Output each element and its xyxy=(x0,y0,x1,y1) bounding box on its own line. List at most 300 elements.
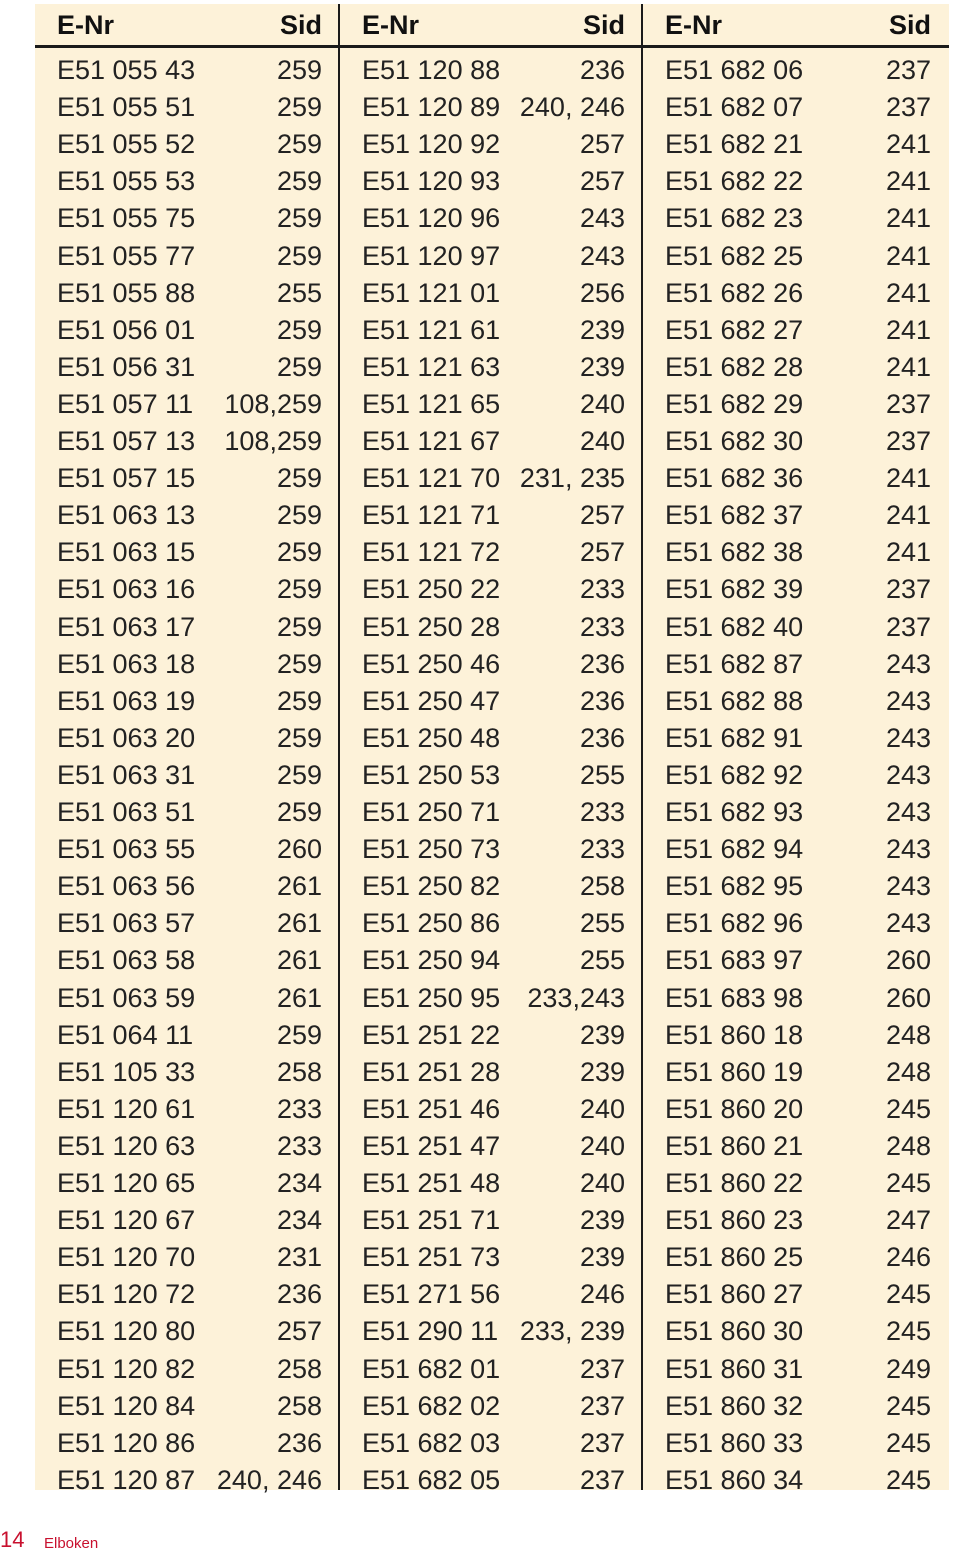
index-row xyxy=(35,720,340,757)
page-ref: 241 xyxy=(885,463,931,494)
e-number: E51 682 05 xyxy=(362,1464,501,1495)
e-number: E51 055 75 xyxy=(57,203,196,234)
index-row xyxy=(340,757,643,794)
page-ref: 243 xyxy=(885,648,931,679)
index-row xyxy=(340,831,643,868)
e-number: E51 290 11 xyxy=(362,1316,499,1347)
page-ref: 258 xyxy=(276,1353,322,1384)
index-row xyxy=(35,349,340,386)
e-number: E51 860 19 xyxy=(665,1056,804,1087)
page-ref: 245 xyxy=(885,1316,931,1347)
page-ref: 255 xyxy=(579,945,625,976)
page-ref: 259 xyxy=(276,537,322,568)
e-number: E51 250 94 xyxy=(362,945,501,976)
index-row xyxy=(35,460,340,497)
page-ref: 234 xyxy=(276,1205,322,1236)
index-row xyxy=(35,89,340,126)
e-number: E51 055 53 xyxy=(57,166,196,197)
index-row xyxy=(340,942,643,979)
index-row xyxy=(340,1165,643,1202)
e-number: E51 251 28 xyxy=(362,1056,501,1087)
page-ref: 255 xyxy=(579,759,625,790)
page-ref: 236 xyxy=(579,648,625,679)
e-number: E51 682 01 xyxy=(362,1353,501,1384)
e-number: E51 055 43 xyxy=(57,55,196,85)
index-row xyxy=(35,571,340,608)
index-row xyxy=(35,1351,340,1388)
e-number: E51 120 67 xyxy=(57,1205,196,1236)
e-number: E51 121 67 xyxy=(362,426,501,456)
e-number: E51 120 86 xyxy=(57,1427,196,1458)
e-number: E51 063 16 xyxy=(57,574,196,605)
e-number: E51 682 30 xyxy=(665,426,804,456)
index-row xyxy=(35,868,340,905)
e-number: E51 251 48 xyxy=(362,1168,501,1198)
page-ref: 243 xyxy=(885,797,931,827)
e-number: E51 682 88 xyxy=(665,685,804,716)
e-number: E51 121 71 xyxy=(362,500,501,531)
index-row xyxy=(643,163,949,200)
index-row xyxy=(643,534,949,571)
index-row xyxy=(35,942,340,979)
index-row xyxy=(643,683,949,720)
index-row xyxy=(35,757,340,794)
index-row xyxy=(340,238,643,275)
page-ref: 257 xyxy=(579,166,625,197)
index-row xyxy=(340,126,643,163)
index-row xyxy=(35,497,340,534)
e-number: E51 250 46 xyxy=(362,648,501,679)
index-row xyxy=(643,1128,949,1165)
column-header xyxy=(643,4,949,48)
page-ref: 234 xyxy=(276,1168,322,1198)
index-row xyxy=(340,609,643,646)
page-ref: 231, 235 xyxy=(519,463,625,494)
index-row xyxy=(35,1017,340,1054)
e-number: E51 063 15 xyxy=(57,537,196,568)
index-row xyxy=(643,497,949,534)
index-row xyxy=(643,1054,949,1091)
page-ref: 257 xyxy=(579,500,625,531)
page-ref: 243 xyxy=(885,871,931,902)
index-row xyxy=(340,386,643,423)
page-ref: 259 xyxy=(276,92,322,123)
page-ref: 259 xyxy=(276,463,322,494)
e-number: E51 121 61 xyxy=(362,314,501,345)
e-number: E51 860 34 xyxy=(665,1464,804,1495)
index-row xyxy=(35,905,340,942)
page-ref: 259 xyxy=(276,166,322,197)
page-ref: 247 xyxy=(885,1205,931,1236)
index-row xyxy=(340,163,643,200)
index-row xyxy=(643,831,949,868)
column-header xyxy=(340,4,643,48)
index-row xyxy=(35,1128,340,1165)
e-number: E51 250 95 xyxy=(362,982,501,1013)
page-ref: 259 xyxy=(276,1019,322,1050)
page-ref: 233 xyxy=(579,611,625,642)
page-ref: 236 xyxy=(579,722,625,753)
page-ref: 261 xyxy=(276,945,322,976)
e-number: E51 250 47 xyxy=(362,685,501,716)
index-row xyxy=(643,89,949,126)
e-number: E51 063 17 xyxy=(57,611,196,642)
index-row xyxy=(643,646,949,683)
page-ref: 259 xyxy=(276,722,322,753)
e-number: E51 250 73 xyxy=(362,834,501,865)
page-ref: 237 xyxy=(579,1353,625,1384)
index-row xyxy=(35,312,340,349)
index-row xyxy=(643,942,949,979)
page-ref: 259 xyxy=(276,574,322,605)
e-number: E51 682 94 xyxy=(665,834,804,865)
index-row xyxy=(340,460,643,497)
page-ref: 255 xyxy=(579,908,625,939)
page-ref: 240 xyxy=(579,1130,625,1161)
page-ref: 108,259 xyxy=(224,388,322,419)
page-ref: 259 xyxy=(276,351,322,382)
index-row xyxy=(340,1202,643,1239)
index-row xyxy=(35,1388,340,1425)
page-ref: 237 xyxy=(579,1427,625,1458)
e-number: E51 682 87 xyxy=(665,648,804,679)
page-ref: 245 xyxy=(885,1390,931,1421)
page-ref: 236 xyxy=(579,685,625,716)
e-number: E51 682 22 xyxy=(665,166,804,197)
e-number: E51 063 18 xyxy=(57,648,196,679)
index-row xyxy=(35,609,340,646)
e-number: E51 682 03 xyxy=(362,1427,501,1458)
index-row xyxy=(643,312,949,349)
e-number: E51 682 40 xyxy=(665,611,804,642)
page-ref: 258 xyxy=(276,1056,322,1087)
index-row xyxy=(35,534,340,571)
index-row xyxy=(340,312,643,349)
e-number: E51 860 32 xyxy=(665,1390,804,1421)
page-ref: 241 xyxy=(885,240,931,271)
e-number: E51 056 31 xyxy=(57,351,196,382)
index-row xyxy=(643,349,949,386)
e-number: E51 860 22 xyxy=(665,1168,804,1198)
page-ref: 237 xyxy=(579,1390,625,1421)
e-number: E51 121 65 xyxy=(362,388,501,419)
e-number: E51 683 97 xyxy=(665,945,804,976)
index-row xyxy=(35,831,340,868)
index-row xyxy=(35,1425,340,1462)
index-row xyxy=(35,1054,340,1091)
index-row xyxy=(340,1239,643,1276)
page-ref: 260 xyxy=(276,834,322,865)
e-number: E51 682 25 xyxy=(665,240,804,271)
e-number: E51 063 57 xyxy=(57,908,196,939)
page-ref: 241 xyxy=(885,203,931,234)
page-ref: 259 xyxy=(276,203,322,234)
page-ref: 257 xyxy=(276,1316,322,1347)
index-row xyxy=(340,905,643,942)
page-ref: 245 xyxy=(885,1168,931,1198)
e-number: E51 120 88 xyxy=(362,55,501,85)
e-number: E51 055 88 xyxy=(57,277,196,308)
page-ref: 245 xyxy=(885,1464,931,1495)
page-ref: 249 xyxy=(885,1353,931,1384)
e-number: E51 683 98 xyxy=(665,982,804,1013)
page-ref: 245 xyxy=(885,1427,931,1458)
index-row xyxy=(340,1425,643,1462)
index-row xyxy=(340,275,643,312)
e-number: E51 055 51 xyxy=(57,92,196,123)
page-ref: 239 xyxy=(579,351,625,382)
index-row xyxy=(643,1313,949,1350)
page-ref: 248 xyxy=(885,1130,931,1161)
e-number: E51 682 91 xyxy=(665,722,804,753)
page-ref: 246 xyxy=(579,1279,625,1310)
e-number: E51 860 31 xyxy=(665,1353,804,1384)
page-ref: 239 xyxy=(579,1242,625,1273)
e-number: E51 120 97 xyxy=(362,240,501,271)
page-ref: 258 xyxy=(579,871,625,902)
index-row xyxy=(643,386,949,423)
column-header xyxy=(35,4,340,48)
page-ref: 241 xyxy=(885,500,931,531)
index-row xyxy=(35,275,340,312)
index-row xyxy=(35,1239,340,1276)
e-number: E51 063 59 xyxy=(57,982,196,1013)
index-row xyxy=(340,497,643,534)
header-enr: E-Nr xyxy=(57,10,115,40)
index-row xyxy=(643,1239,949,1276)
index-row xyxy=(340,720,643,757)
page-ref: 236 xyxy=(276,1427,322,1458)
page-ref: 239 xyxy=(579,1019,625,1050)
e-number: E51 682 39 xyxy=(665,574,804,605)
index-row xyxy=(35,794,340,831)
page-ref: 259 xyxy=(276,240,322,271)
index-row xyxy=(643,200,949,237)
index-row xyxy=(643,238,949,275)
e-number: E51 120 61 xyxy=(57,1093,196,1124)
e-number: E51 057 13 xyxy=(57,426,196,456)
e-number: E51 682 27 xyxy=(665,314,804,345)
index-row xyxy=(340,1351,643,1388)
page-ref: 243 xyxy=(579,203,625,234)
e-number: E51 682 36 xyxy=(665,463,804,494)
page-ref: 240 xyxy=(579,1093,625,1124)
e-number: E51 250 28 xyxy=(362,611,501,642)
index-column-2 xyxy=(340,4,643,1495)
index-row xyxy=(340,1128,643,1165)
page-ref: 241 xyxy=(885,277,931,308)
e-number: E51 250 86 xyxy=(362,908,501,939)
header-sid: Sid xyxy=(888,10,931,40)
page-ref: 240 xyxy=(579,426,625,456)
e-number: E51 250 53 xyxy=(362,759,501,790)
page-ref: 245 xyxy=(885,1093,931,1124)
index-row xyxy=(35,1276,340,1313)
index-row xyxy=(643,460,949,497)
page-ref: 237 xyxy=(579,1464,625,1495)
e-number: E51 250 71 xyxy=(362,797,501,827)
index-table xyxy=(35,4,949,1495)
e-number: E51 250 48 xyxy=(362,722,501,753)
index-row xyxy=(643,609,949,646)
page-ref: 259 xyxy=(276,611,322,642)
page-ref: 248 xyxy=(885,1056,931,1087)
index-row xyxy=(643,571,949,608)
page-ref: 241 xyxy=(885,351,931,382)
e-number: E51 063 51 xyxy=(57,797,196,827)
page-ref: 240 xyxy=(579,388,625,419)
e-number: E51 682 38 xyxy=(665,537,804,568)
index-row xyxy=(643,794,949,831)
index-row xyxy=(35,980,340,1017)
page-ref: 241 xyxy=(885,314,931,345)
e-number: E51 682 06 xyxy=(665,55,804,85)
e-number: E51 121 70 xyxy=(362,463,501,494)
page-ref: 233 xyxy=(276,1093,322,1124)
e-number: E51 860 27 xyxy=(665,1279,804,1310)
index-row xyxy=(35,646,340,683)
page-ref: 260 xyxy=(885,982,931,1013)
e-number: E51 057 11 xyxy=(57,388,194,419)
e-number: E51 063 58 xyxy=(57,945,196,976)
page-ref: 233 xyxy=(579,574,625,605)
page-ref: 236 xyxy=(276,1279,322,1310)
page-ref: 243 xyxy=(885,759,931,790)
page-ref: 243 xyxy=(885,834,931,865)
e-number: E51 251 47 xyxy=(362,1130,501,1161)
page-ref: 241 xyxy=(885,166,931,197)
e-number: E51 120 84 xyxy=(57,1390,196,1421)
index-row xyxy=(340,868,643,905)
page-ref: 261 xyxy=(276,982,322,1013)
index-row xyxy=(340,1313,643,1350)
page-ref: 259 xyxy=(276,685,322,716)
index-row xyxy=(340,1462,643,1499)
e-number: E51 063 56 xyxy=(57,871,196,902)
index-row xyxy=(35,1091,340,1128)
e-number: E51 251 22 xyxy=(362,1019,501,1050)
e-number: E51 120 70 xyxy=(57,1242,196,1273)
page-ref: 237 xyxy=(885,611,931,642)
index-row xyxy=(35,1313,340,1350)
index-row xyxy=(643,868,949,905)
e-number: E51 105 33 xyxy=(57,1056,196,1087)
page-ref: 239 xyxy=(579,1056,625,1087)
index-row xyxy=(643,720,949,757)
page-ref: 257 xyxy=(579,129,625,160)
index-row xyxy=(340,1276,643,1313)
e-number: E51 063 20 xyxy=(57,722,196,753)
index-column-1 xyxy=(35,4,340,1495)
e-number: E51 064 11 xyxy=(57,1019,194,1050)
index-row xyxy=(643,1351,949,1388)
e-number: E51 682 95 xyxy=(665,871,804,902)
e-number: E51 120 63 xyxy=(57,1130,196,1161)
index-row xyxy=(35,1462,340,1499)
page-ref: 108,259 xyxy=(224,426,322,456)
page-ref: 233 xyxy=(579,834,625,865)
e-number: E51 682 93 xyxy=(665,797,804,827)
index-row xyxy=(643,1017,949,1054)
page-ref: 245 xyxy=(885,1279,931,1310)
e-number: E51 860 21 xyxy=(665,1130,804,1161)
e-number: E51 251 71 xyxy=(362,1205,501,1236)
e-number: E51 063 31 xyxy=(57,759,196,790)
page-ref: 259 xyxy=(276,759,322,790)
e-number: E51 121 63 xyxy=(362,351,501,382)
index-row xyxy=(643,980,949,1017)
e-number: E51 682 02 xyxy=(362,1390,501,1421)
page-ref: 259 xyxy=(276,648,322,679)
index-row xyxy=(643,1388,949,1425)
page-ref: 261 xyxy=(276,871,322,902)
e-number: E51 860 20 xyxy=(665,1093,804,1124)
e-number: E51 055 77 xyxy=(57,240,196,271)
header-enr: E-Nr xyxy=(362,10,420,40)
index-row xyxy=(340,571,643,608)
e-number: E51 120 82 xyxy=(57,1353,196,1384)
page-number: 14 xyxy=(0,1527,25,1552)
index-row xyxy=(340,1091,643,1128)
e-number: E51 120 96 xyxy=(362,203,501,234)
index-row xyxy=(340,423,643,460)
index-row xyxy=(35,52,340,89)
page-ref: 248 xyxy=(885,1019,931,1050)
index-row xyxy=(643,905,949,942)
page-ref: 240, 246 xyxy=(519,92,625,123)
index-row xyxy=(643,423,949,460)
page-ref: 261 xyxy=(276,908,322,939)
index-row xyxy=(340,794,643,831)
e-number: E51 860 30 xyxy=(665,1316,804,1347)
page-ref: 239 xyxy=(579,1205,625,1236)
index-row xyxy=(643,52,949,89)
index-row xyxy=(340,534,643,571)
page-ref: 240 xyxy=(579,1168,625,1198)
page-ref: 260 xyxy=(885,945,931,976)
index-row xyxy=(35,1165,340,1202)
header-sid: Sid xyxy=(582,10,625,40)
e-number: E51 682 29 xyxy=(665,388,804,419)
index-column-3 xyxy=(643,4,949,1495)
index-row xyxy=(643,1091,949,1128)
index-row xyxy=(35,1202,340,1239)
page-ref: 257 xyxy=(579,537,625,568)
index-row xyxy=(643,275,949,312)
e-number: E51 120 72 xyxy=(57,1279,196,1310)
index-row xyxy=(340,980,643,1017)
page-ref: 259 xyxy=(276,129,322,160)
e-number: E51 682 28 xyxy=(665,351,804,382)
e-number: E51 682 92 xyxy=(665,759,804,790)
index-row xyxy=(35,423,340,460)
index-row xyxy=(35,238,340,275)
e-number: E51 682 37 xyxy=(665,500,804,531)
index-row xyxy=(340,1017,643,1054)
index-row xyxy=(643,1276,949,1313)
e-number: E51 860 18 xyxy=(665,1019,804,1050)
index-row xyxy=(340,89,643,126)
e-number: E51 860 25 xyxy=(665,1242,804,1273)
e-number: E51 682 23 xyxy=(665,203,804,234)
e-number: E51 120 93 xyxy=(362,166,501,197)
index-row xyxy=(35,126,340,163)
e-number: E51 682 07 xyxy=(665,92,804,123)
index-row xyxy=(340,52,643,89)
page-ref: 259 xyxy=(276,55,322,85)
index-row xyxy=(35,386,340,423)
e-number: E51 251 73 xyxy=(362,1242,501,1273)
